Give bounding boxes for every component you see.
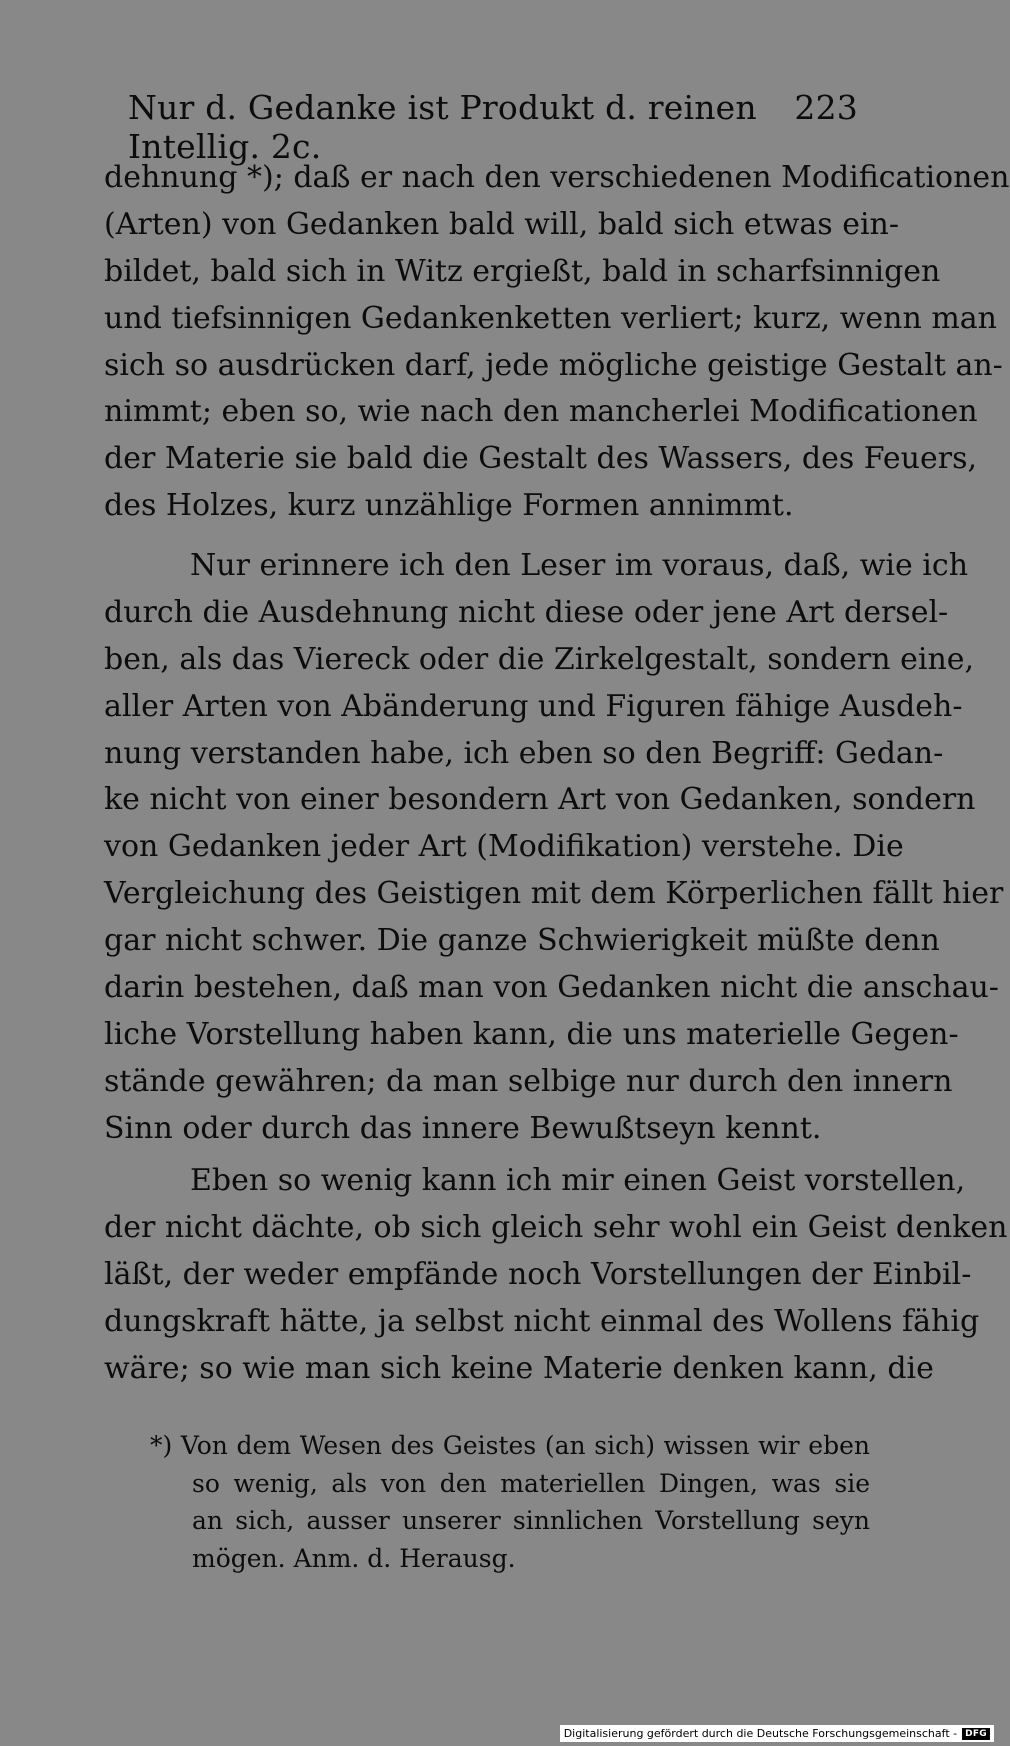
text-line: und tiefsinnigen Gedankenketten verliert; kurz, wenn man	[104, 300, 997, 336]
text-line: der Materie sie bald die Gestalt des Wassers, des Feuers,	[104, 441, 978, 477]
text-line: Nur erinnere ich den Leser im voraus, daß, wie ich	[190, 548, 969, 583]
text-line: des Holzes, kurz unzählige Formen annimmt.	[104, 488, 794, 524]
text-line: ben, als das Viereck oder die Zirkelgestalt, sondern eine,	[104, 641, 975, 677]
running-title: Nur d. Gedanke ist Produkt d. reinen Intellig. 2c.	[128, 88, 757, 166]
text-line: stände gewähren; da man selbige nur durch den innern	[104, 1063, 953, 1099]
paragraph	[104, 1158, 1008, 1392]
footnote-line: so wenig, als von den materiellen Dingen, was sie	[192, 1468, 870, 1498]
footnote-line: an sich, ausser unserer sinnlichen Vorstellung seyn	[192, 1506, 870, 1535]
text-line: aller Arten von Abänderung und Figuren fähige Ausdeh-	[104, 688, 963, 724]
text-line: durch die Ausdehnung nicht diese oder jene Art dersel-	[104, 594, 949, 630]
credit-text: Digitalisierung gefördert durch die Deutsche Forschungsgemeinschaft -	[563, 1727, 958, 1740]
text-line: Vergleichung des Geistigen mit dem Körperlichen fällt hier	[104, 876, 1004, 912]
text-line: bildet, bald sich in Witz ergießt, bald in scharfsinnigen	[104, 253, 941, 289]
text-line: gar nicht schwer. Die ganze Schwierigkeit müßte denn	[104, 923, 940, 959]
dfg-logo: DFG	[962, 1728, 990, 1740]
text-line: dehnung *); daß er nach den verschiedenen Modificationen	[104, 160, 1010, 195]
footnote-line: mögen. Anm. d. Herausg.	[192, 1543, 516, 1573]
footnote-line: *) Von dem Wesen des Geistes (an sich) wissen wir eben	[150, 1431, 870, 1460]
paragraph-continuation	[104, 155, 1010, 530]
digitization-credit	[560, 1725, 994, 1742]
text-line: Sinn oder durch das innere Bewußtseyn kennt.	[104, 1110, 822, 1146]
text-line: läßt, der weder empfände noch Vorstellungen der Einbil-	[104, 1256, 972, 1292]
text-line: nimmt; eben so, wie nach den mancherlei Modificationen	[104, 394, 978, 430]
text-line: dungskraft hätte, ja selbst nicht einmal des Wollens fähig	[104, 1303, 980, 1339]
text-line: (Arten) von Gedanken bald will, bald sich etwas ein-	[104, 206, 900, 242]
footnote	[150, 1427, 870, 1577]
text-line: der nicht dächte, ob sich gleich sehr wohl ein Geist denken	[104, 1209, 1008, 1245]
page-number: 223	[794, 88, 858, 127]
text-line: sich so ausdrücken darf, jede mögliche geistige Gestalt an-	[104, 347, 1003, 383]
text-line: von Gedanken jeder Art (Modifikation) verstehe. Die	[104, 829, 904, 865]
text-line: nung verstanden habe, ich eben so den Begriff: Gedan-	[104, 735, 944, 771]
text-line: Eben so wenig kann ich mir einen Geist vorstellen,	[190, 1163, 966, 1198]
text-line: darin bestehen, daß man von Gedanken nicht die anschau-	[104, 970, 999, 1006]
paragraph	[104, 543, 1004, 1153]
text-line: liche Vorstellung haben kann, die uns materielle Gegen-	[104, 1016, 959, 1052]
text-line: ke nicht von einer besondern Art von Gedanken, sondern	[104, 782, 976, 818]
text-line: wäre; so wie man sich keine Materie denken kann, die	[104, 1350, 934, 1386]
